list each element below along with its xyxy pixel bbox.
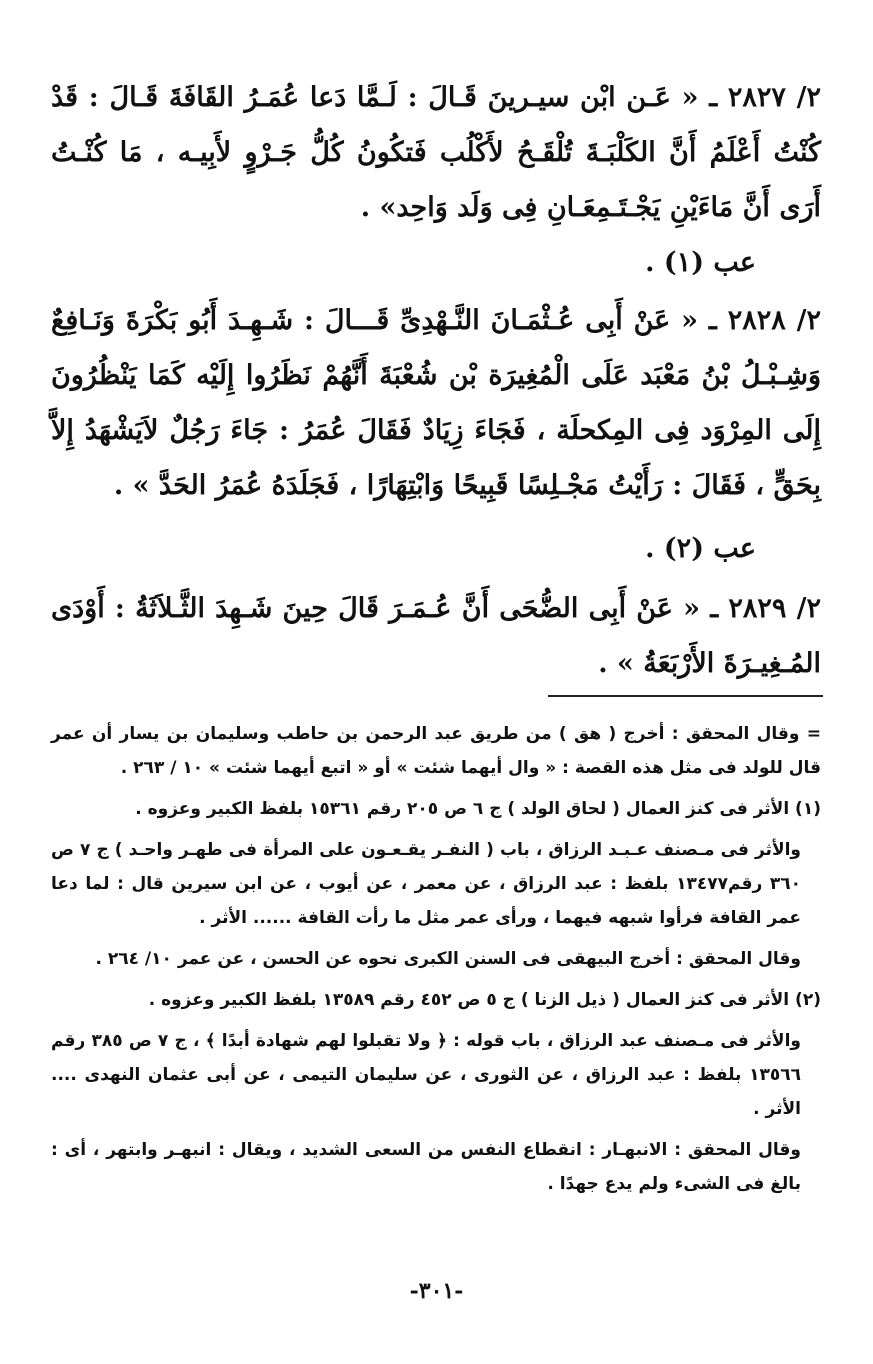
footnote-1-editor-note: وقال المحقق : أخرج البيهقى فى السنن الكبرى نحوه عن الحسن ، عن عمر ١٠/ ٢٦٤ . bbox=[95, 949, 801, 969]
footnotes-block bbox=[51, 717, 821, 1201]
footnote-1-detail: والأثر فى مـصنف عـبـد الرزاق ، باب ( النفـر يقـعـون على المرأة فى طهـر واحـد ) ج ٧ ص ٣٦٠ رقم١٣٤٧٧ بلفظ : عبد الرزاق ، عن معمر ، عن أيوب ، عن ابن سيرين قال : لما دعا عمر القافة فرأوا شبهه فيهما ، ورأى عمر مثل ما رأت القافة ...... الأثر . bbox=[51, 840, 801, 928]
footnote-2-editor-note: وقال المحقق : الانبهـار : انقطاع النفس من السعى الشديد ، ويقال : انبهـر وابتهر ، أى : بالغ فى الشىء ولم يدع جهدًا . bbox=[51, 1140, 801, 1194]
page-number: -٣٠١- bbox=[409, 1278, 464, 1304]
hadith-text: ـ « عَـن ابْن سيـرينَ قَـالَ : لَـمَّا دَعا عُمَـرُ القَافَةَ قَـالَ : قَدْ كُنْتُ أَعْلَمُ أَنَّ الكَلْبَـةَ تُلْقَـحُ لأَكْلُب فَتكُونُ كُلُّ جَـرْوٍ لأَبِيـه ، مَا كُنْـتُ أَرَى أَنَّ مَاءَيْنِ يَجْـتَـمِعَـانِ فِى وَلَد وَاحِد» . bbox=[51, 82, 821, 223]
hadith-2827 bbox=[51, 70, 821, 235]
main-text-block bbox=[51, 70, 821, 691]
footnote-separator bbox=[548, 695, 823, 697]
source-reference-1: عب (١) . bbox=[645, 247, 756, 278]
hadith-number: ٢/ ٢٨٢٩ bbox=[728, 593, 822, 624]
hadith-2828 bbox=[51, 293, 821, 513]
hadith-2829 bbox=[51, 581, 821, 691]
hadith-number: ٢/ ٢٨٢٧ bbox=[727, 82, 822, 113]
footnote-2-detail: والأثر فى مـصنف عبد الرزاق ، باب قوله : ﴿ ولا تقبلوا لهم شهادة أبدًا ﴾ ، ج ٧ ص ٣٨٥ رقم ١٣٥٦٦ بلفظ : عبد الرزاق ، عن الثورى ، عن سليمان التيمى ، عن أبى عثمان النهدى .... الأثر . bbox=[51, 1031, 801, 1119]
footnote-1: (١) الأثر فى كنز العمال ( لحاق الولد ) ج ٦ ص ٢٠٥ رقم ١٥٣٦١ بلفظ الكبير وعزوه . bbox=[135, 799, 821, 819]
hadith-number: ٢/ ٢٨٢٨ bbox=[727, 305, 822, 336]
hadith-text: ـ « عَنْ أَبِى الضُّحَى أَنَّ عُـمَـرَ قَالَ حِينَ شَـهِدَ الثَّـلاَثَةُ : أَوْدَى المُـغِيـرَةَ الأَرْبَعَةُ » . bbox=[51, 593, 821, 679]
footnote-2: (٢) الأثر فى كنز العمال ( ذيل الزنا ) ج ٥ ص ٤٥٢ رقم ١٣٥٨٩ بلفظ الكبير وعزوه . bbox=[148, 990, 821, 1010]
hadith-text: ـ « عَنْ أَبِى عُـثْمَـانَ النَّـهْدِىِّ قَـــالَ : شَـهِـدَ أَبُو بَكْرَةَ وَنَـافِعٌ وَشِـبْـلُ بْنُ مَعْبَد عَلَى الْمُغِيرَة بْن شُعْبَةَ أَنَّهُمْ نَظَرُوا إِلَيْه كَمَا يَنْظُرُونَ إِلَى المِرْوَد فِى المِكحلَة ، فَجَاءَ زِيَادٌ فَقَالَ عُمَرُ : جَاءَ رَجُلٌ لاَيَشْهَدُ إِلاَّ بِحَقٍّ ، فَقَالَ : رَأَيْتُ مَجْـلِسًا قَبِيحًا وَابْتِهَارًا ، فَجَلَدَهُ عُمَرُ الحَدَّ » . bbox=[51, 305, 821, 501]
source-reference-2: عب (٢) . bbox=[645, 533, 756, 564]
footnote-continuation: = وقال المحقق : أخرج ( هق ) من طريق عبد الرحمن بن حاطب وسليمان بن يسار أن عمر قال للولد فى مثل هذه القصة : « وال أيهما شئت » أو « اتبع أيهما شئت » ١٠ / ٢٦٣ . bbox=[51, 724, 821, 778]
